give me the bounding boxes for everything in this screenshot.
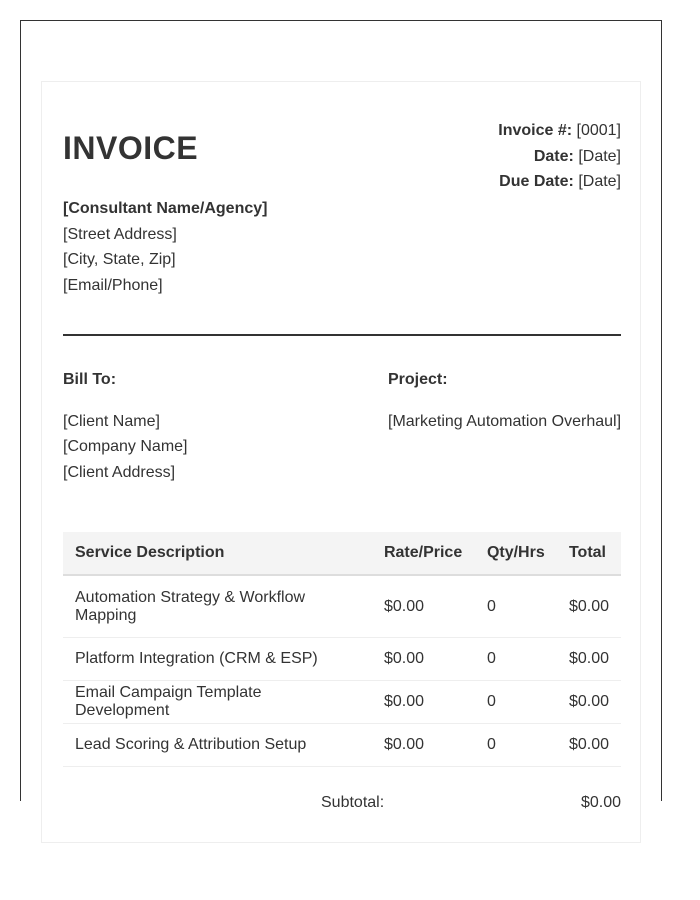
subtotal-value: $0.00 [580, 794, 621, 811]
invoice-meta [498, 118, 621, 195]
invoice-sheet [41, 81, 641, 843]
row-rate: $0.00 [372, 724, 475, 767]
document-viewport[interactable] [20, 20, 662, 811]
header-total: Total [557, 532, 621, 575]
invoice-due-date-label: Due Date: [499, 173, 574, 191]
row-description: Email Campaign Template Development [63, 681, 372, 724]
subtotal-label: Subtotal: [321, 794, 385, 811]
row-qty: 0 [475, 575, 557, 638]
header-divider [63, 334, 621, 336]
row-description: Lead Scoring & Attribution Setup [63, 724, 372, 767]
row-qty: 0 [475, 638, 557, 681]
row-description: Automation Strategy & Workflow Mapping [63, 575, 372, 638]
invoice-date-line [498, 144, 621, 170]
invoice-number-value: [0001] [576, 122, 621, 139]
project-section [388, 367, 621, 434]
table-header-row [63, 532, 621, 575]
row-total: $0.00 [557, 638, 621, 681]
row-qty: 0 [475, 681, 557, 724]
row-total: $0.00 [557, 681, 621, 724]
sender-name: [Consultant Name/Agency] [63, 200, 268, 217]
invoice-number-line [498, 118, 621, 144]
row-total: $0.00 [557, 575, 621, 638]
table-row [63, 681, 621, 724]
client-name: [Client Name] [63, 412, 160, 430]
project-label: Project: [388, 371, 448, 388]
header-rate-price: Rate/Price [372, 532, 475, 575]
row-total: $0.00 [557, 724, 621, 767]
row-rate: $0.00 [372, 575, 475, 638]
header-qty-hrs: Qty/Hrs [475, 532, 557, 575]
row-qty: 0 [475, 724, 557, 767]
invoice-number-label: Invoice #: [498, 122, 573, 139]
bill-to-section [63, 367, 188, 485]
invoice-title: INVOICE [63, 130, 199, 166]
client-address: [Client Address] [63, 463, 176, 481]
table-row [63, 638, 621, 681]
sender-contact: [Email/Phone] [63, 276, 163, 294]
table-row [63, 575, 621, 638]
bill-to-label: Bill To: [63, 371, 117, 388]
row-rate: $0.00 [372, 638, 475, 681]
invoice-due-date-line [498, 169, 621, 195]
sender-street: [Street Address] [63, 225, 177, 243]
table-row [63, 724, 621, 767]
invoice-date-value: [Date] [578, 147, 621, 165]
services-table [63, 532, 621, 767]
header-service-description: Service Description [63, 532, 372, 575]
row-description: Platform Integration (CRM & ESP) [63, 638, 372, 681]
invoice-date-label: Date: [533, 147, 574, 165]
client-company: [Company Name] [63, 438, 188, 456]
project-name: [Marketing Automation Overhaul] [388, 412, 622, 430]
sender-address [63, 196, 267, 298]
invoice-due-date-value: [Date] [578, 173, 621, 191]
sender-city: [City, State, Zip] [63, 251, 176, 269]
row-rate: $0.00 [372, 681, 475, 724]
